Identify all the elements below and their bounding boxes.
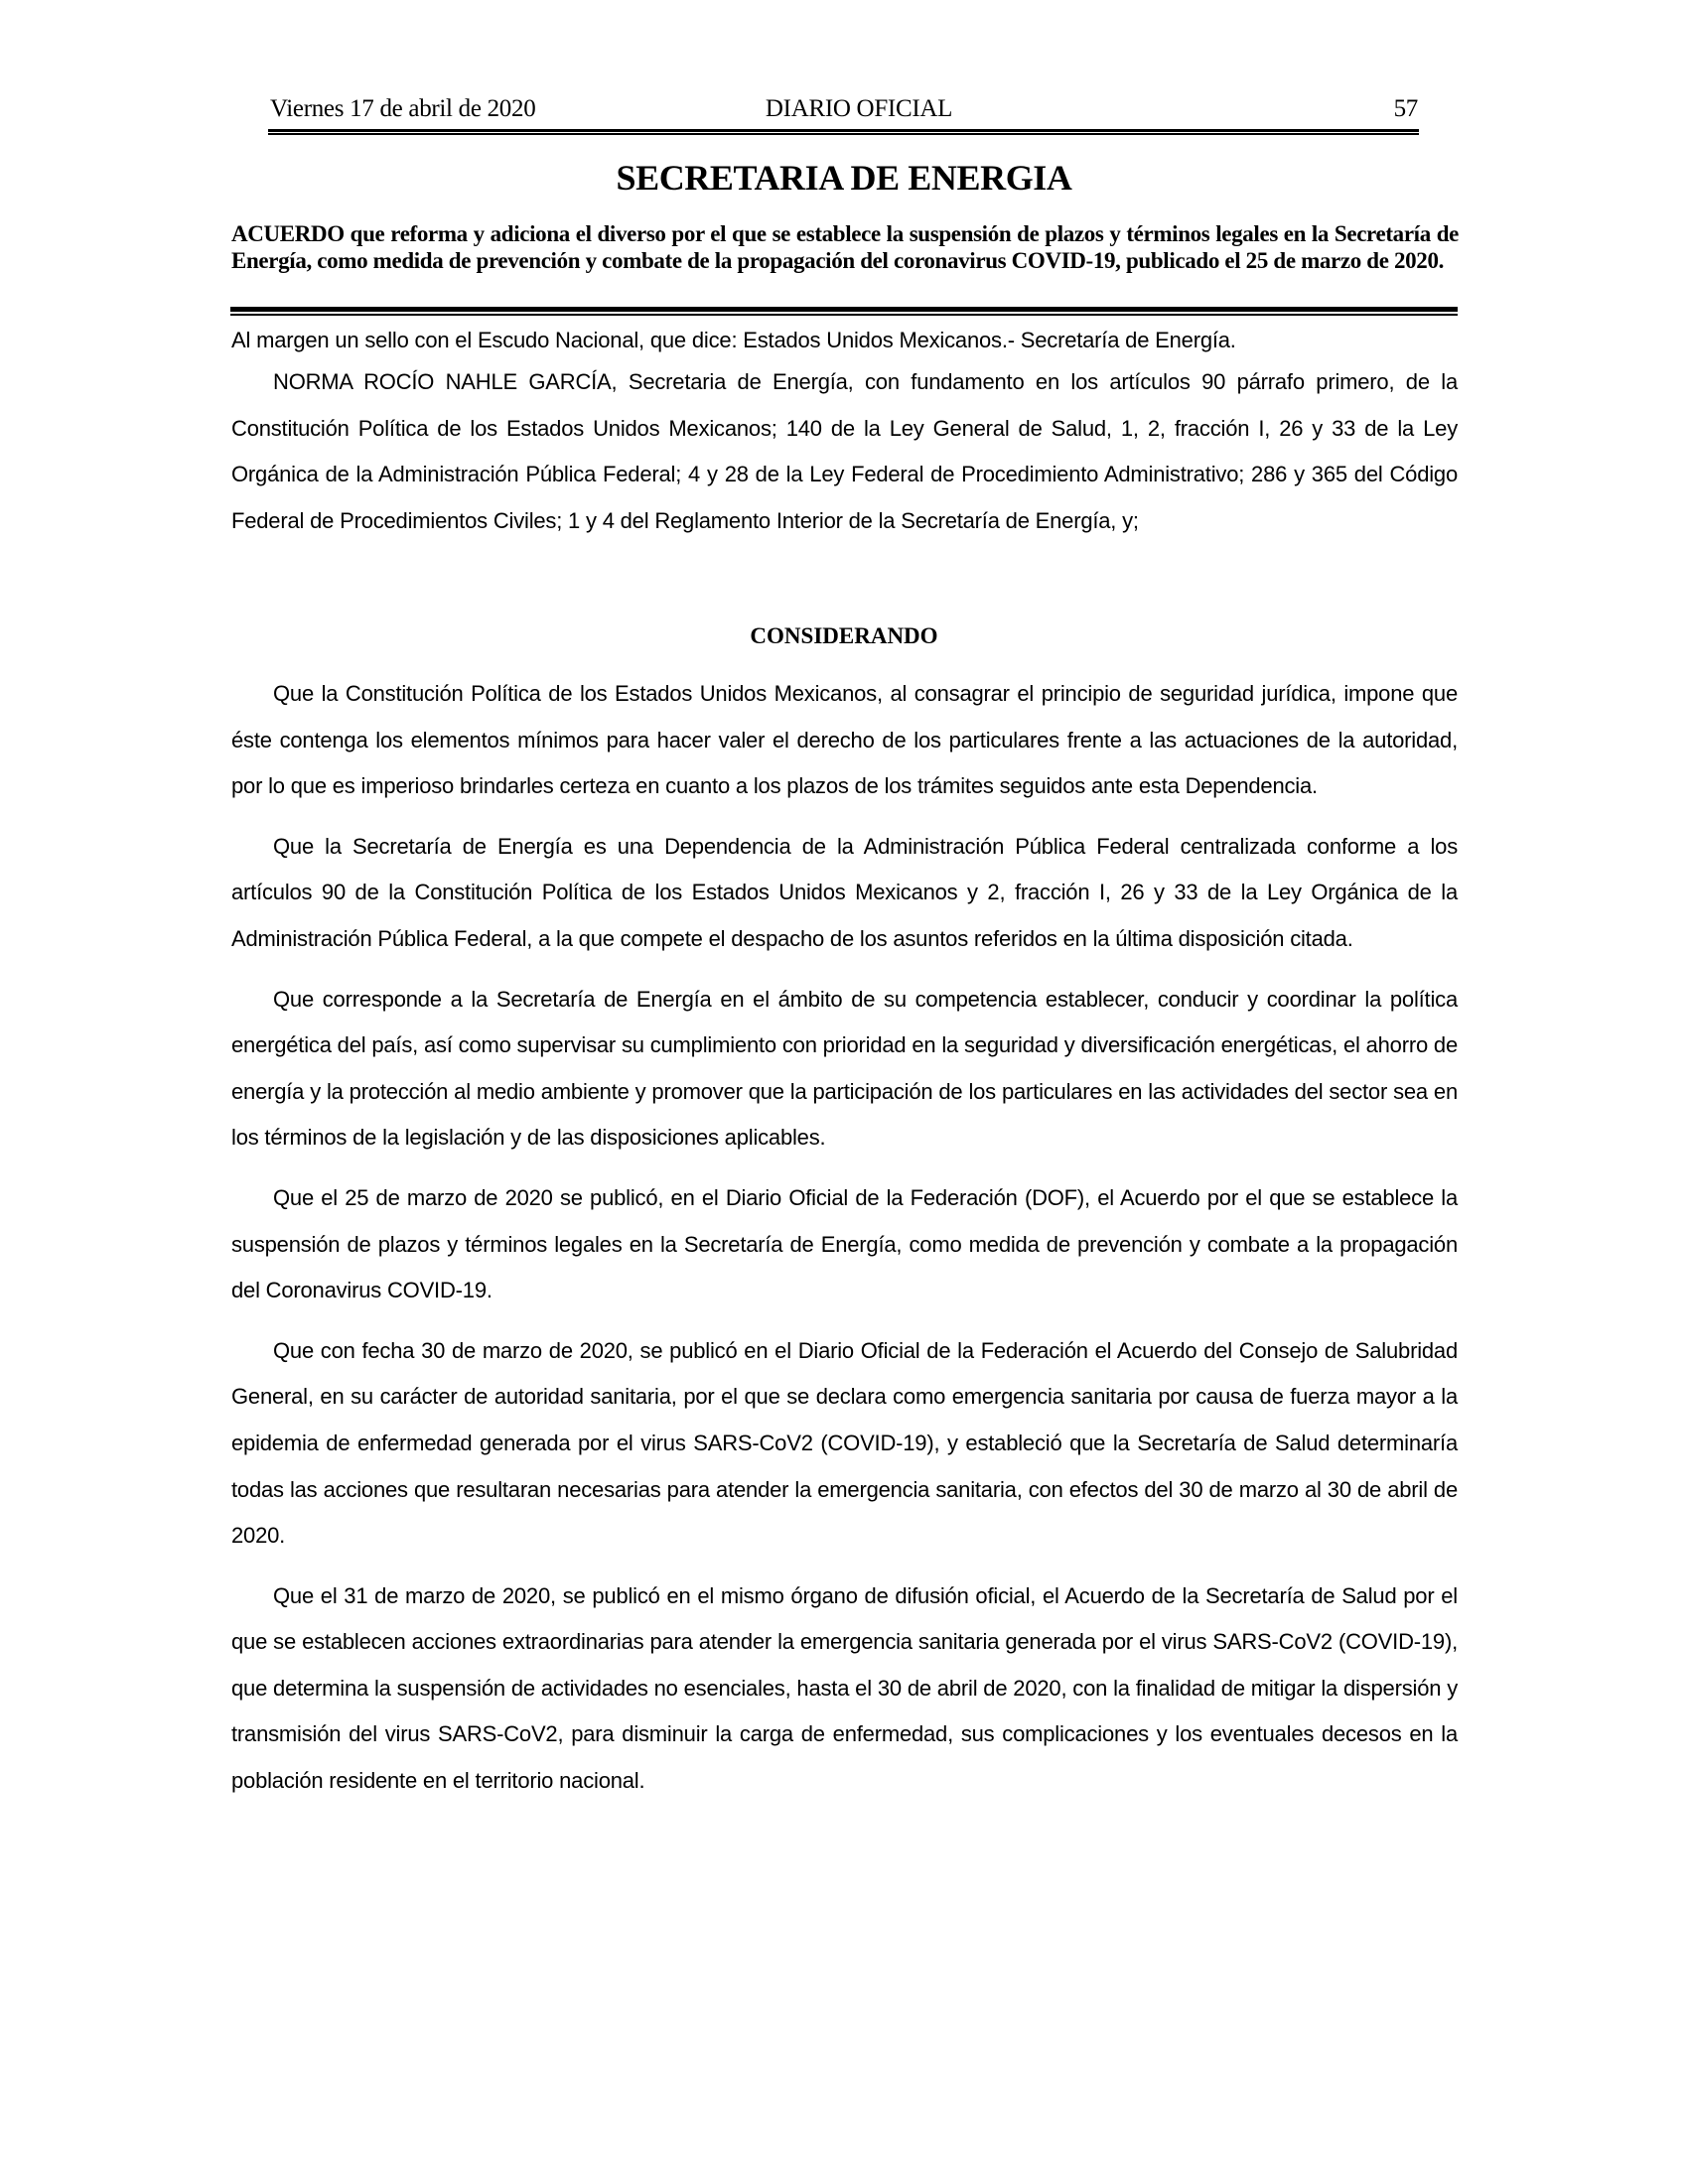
title-rule-thick <box>230 307 1458 312</box>
header-rule-thin <box>268 133 1419 135</box>
acuerdo-title-text: que reforma y adiciona el diverso por el que se establece la suspensión de plazos y términos legales en la Secretaría de Energía, como medida de prevención y combate de la propagación del coronavirus COVID-19, publicado el 25 de marzo de 2020. <box>231 221 1459 273</box>
consideration-paragraph: Que con fecha 30 de marzo de 2020, se publicó en el Diario Oficial de la Federación el Acuerdo del Consejo de Salubridad General, en su carácter de autoridad sanitaria, por el que se declara como emergencia sanitaria por causa de fuerza mayor a la epidemia de enfermedad generada por el virus SARS-CoV2 (COVID-19), y estableció que la Secretaría de Salud determinaría todas las acciones que resultaran necesarias para atender la emergencia sanitaria, con efectos del 30 de marzo al 30 de abril de 2020. <box>231 1337 1458 1549</box>
considerations-block <box>231 671 1458 1819</box>
consideration-paragraph: Que el 31 de marzo de 2020, se publicó en el mismo órgano de difusión oficial, el Acuerdo de la Secretaría de Salud por el que se establecen acciones extraordinarias para atender la emergencia sanitaria generada por el virus SARS-CoV2 (COVID-19), que determina la suspensión de actividades no esenciales, hasta el 30 de abril de 2020, con la finalidad de mitigar la dispersión y transmisión del virus SARS-CoV2, para disminuir la carga de enfermedad, sus complicaciones y los eventuales decesos en la población residente en el territorio nacional. <box>231 1582 1458 1794</box>
consideration-paragraph: Que la Constitución Política de los Estados Unidos Mexicanos, al consagrar el principio de seguridad jurídica, impone que éste contenga los elementos mínimos para hacer valer el derecho de los particulares frente a las actuaciones de la autoridad, por lo que es imperioso brindarles certeza en cuanto a los plazos de los trámites seguidos ante esta Dependencia. <box>231 681 1458 799</box>
publication-name: DIARIO OFICIAL <box>765 95 953 122</box>
section-title: SECRETARIA DE ENERGIA <box>616 158 1072 198</box>
header-rule-thick <box>268 129 1419 132</box>
publication-date: Viernes 17 de abril de 2020 <box>270 95 536 122</box>
running-head <box>270 95 1418 125</box>
consideration-paragraph: Que corresponde a la Secretaría de Energía en el ámbito de su competencia establecer, conducir y coordinar la política energética del país, así como supervisar su cumplimiento con prioridad en la seguridad y diversificación energéticas, el ahorro de energía y la protección al medio ambiente y promover que la participación de los particulares en las actividades del sector sea en los términos de la legislación y de las disposiciones aplicables. <box>231 986 1458 1151</box>
acuerdo-title <box>231 220 1459 274</box>
consideration-paragraph: Que la Secretaría de Energía es una Dependencia de la Administración Pública Federal centralizada conforme a los artículos 90 de la Constitución Política de los Estados Unidos Mexicanos y 2, fracción I, 26 y 33 de la Ley Orgánica de la Administración Pública Federal, a la que compete el despacho de los asuntos referidos en la última disposición citada. <box>231 833 1458 951</box>
preamble-block <box>231 359 1458 558</box>
title-rule-thin <box>230 314 1458 316</box>
considerando-heading: CONSIDERANDO <box>750 623 938 648</box>
acuerdo-lead-word: ACUERDO <box>231 221 345 246</box>
preamble-paragraph: NORMA ROCÍO NAHLE GARCÍA, Secretaria de Energía, con fundamento en los artículos 90 párrafo primero, de la Constitución Política de los Estados Unidos Mexicanos; 140 de la Ley General de Salud, 1, 2, fracción I, 26 y 33 de la Ley Orgánica de la Administración Pública Federal; 4 y 28 de la Ley Federal de Procedimiento Administrativo; 286 y 365 del Código Federal de Procedimientos Civiles; 1 y 4 del Reglamento Interior de la Secretaría de Energía, y; <box>231 369 1458 533</box>
margin-note: Al margen un sello con el Escudo Nacional, que dice: Estados Unidos Mexicanos.- Secretaría de Energía. <box>231 328 1236 352</box>
page-number: 57 <box>1393 95 1418 122</box>
consideration-paragraph: Que el 25 de marzo de 2020 se publicó, en el Diario Oficial de la Federación (DOF), el Acuerdo por el que se establece la suspensión de plazos y términos legales en la Secretaría de Energía, como medida de prevención y combate a la propagación del Coronavirus COVID-19. <box>231 1184 1458 1303</box>
